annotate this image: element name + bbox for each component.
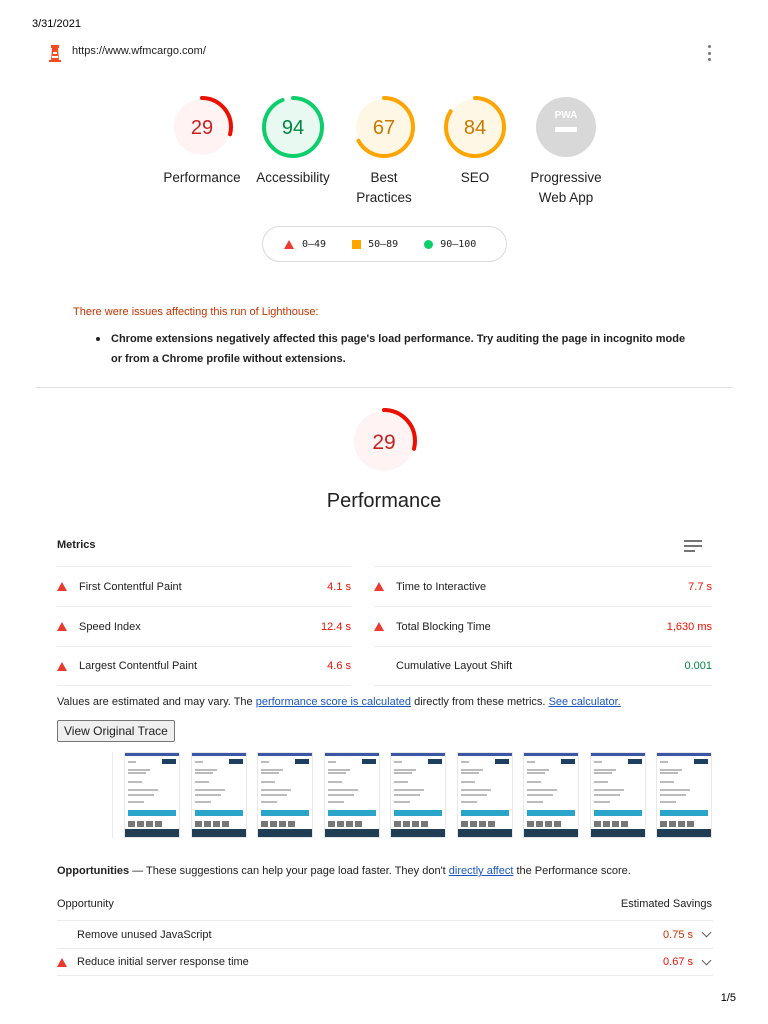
metric-row (374, 566, 712, 606)
metric-value: 4.6 s (327, 660, 351, 672)
opportunity-name: Reduce initial server response time (77, 956, 249, 968)
filmstrip-frame (523, 752, 579, 838)
filmstrip-frame (457, 752, 513, 838)
warning-title: There were issues affecting this run of Lighthouse: (73, 306, 319, 318)
gauge-best-practices-label-line: Practices (356, 190, 412, 205)
opportunity-name: Remove unused JavaScript (77, 928, 212, 941)
filmstrip (57, 750, 713, 840)
gauge-performance[interactable] (160, 94, 244, 188)
gauge-accessibility[interactable] (251, 94, 335, 188)
average-square-icon (352, 240, 361, 249)
opportunity-savings: 0.67 s (663, 956, 693, 968)
legend-pass (424, 239, 476, 250)
score-calculated-link[interactable]: performance score is calculated (255, 696, 412, 708)
gauge-accessibility-ring (260, 94, 326, 160)
filmstrip-frame (257, 752, 313, 838)
legend-fail-label: 0–49 (302, 238, 327, 250)
pwa-badge-icon (533, 94, 599, 160)
gauge-pwa[interactable] (524, 94, 608, 208)
legend-pass-label: 90–100 (440, 238, 477, 250)
gauge-pwa-label-line: Progressive (530, 170, 602, 185)
gauge-best-practices[interactable] (342, 94, 426, 208)
metrics-view-toggle-icon[interactable] (684, 539, 702, 553)
page-number: 1/5 (720, 992, 736, 1004)
metric-row (57, 646, 351, 686)
report-url[interactable]: https://www.wfmcargo.com/ (72, 45, 206, 57)
chevron-down-icon[interactable] (702, 955, 712, 965)
view-original-trace-button[interactable]: View Original Trace (57, 720, 175, 742)
performance-gauge-large-ring (349, 406, 419, 476)
gauge-performance-ring (169, 94, 235, 160)
fail-triangle-icon (57, 958, 67, 967)
fail-triangle-icon (57, 662, 67, 671)
opportunity-savings: 0.75 s (663, 928, 693, 941)
filmstrip-frame (191, 752, 247, 838)
opportunities-text: the Performance score. (513, 865, 631, 877)
bullet-icon (96, 337, 100, 341)
gauge-seo-score: 84 (463, 117, 487, 139)
pass-circle-icon (424, 240, 433, 249)
filmstrip-frame (656, 752, 712, 838)
metric-value: 7.7 s (688, 580, 712, 593)
kebab-menu-icon[interactable] (700, 43, 718, 63)
gauge-best-practices-ring (351, 94, 417, 160)
metric-value: 4.1 s (327, 580, 351, 593)
performance-title: Performance (326, 490, 442, 512)
gauge-seo[interactable] (433, 94, 517, 188)
metric-name: Largest Contentful Paint (79, 660, 198, 672)
values-note-text: directly from these metrics. (411, 696, 549, 708)
performance-score-large: 29 (372, 431, 396, 454)
metric-name: Total Blocking Time (396, 620, 491, 633)
score-scale-legend (262, 226, 507, 262)
metric-name: Time to Interactive (396, 580, 487, 593)
metric-value: 1,630 ms (666, 620, 712, 633)
fail-triangle-icon (57, 622, 67, 631)
warning-item: Chrome extensions negatively affected this page's load performance. Try auditing the page in incognito mode or from a Chrome profile without extensions. (111, 333, 686, 365)
metric-name: Speed Index (79, 620, 141, 633)
filmstrip-frame (390, 752, 446, 838)
metric-name: Cumulative Layout Shift (396, 660, 513, 672)
filmstrip-frame (324, 752, 380, 838)
opportunities-text: — These suggestions can help your page load faster. They don't (129, 865, 449, 877)
metric-row (374, 646, 712, 686)
filmstrip-frame (57, 752, 113, 838)
gauge-best-practices-score: 67 (372, 117, 396, 139)
opportunity-column-header: Opportunity (57, 898, 114, 910)
opportunities-heading (57, 865, 631, 877)
see-calculator-link[interactable]: See calculator. (548, 696, 621, 708)
gauge-pwa-label-line: Web App (538, 190, 594, 205)
opportunities-title: Opportunities (57, 865, 130, 877)
filmstrip-frame (124, 752, 180, 838)
values-note (57, 696, 621, 708)
metric-row (57, 566, 351, 606)
legend-average (352, 239, 398, 250)
pwa-badge-text: PWA (554, 110, 578, 121)
fail-triangle-icon (284, 240, 294, 249)
performance-gauge-large[interactable] (349, 406, 419, 476)
metric-value: 0.001 (684, 660, 712, 672)
gauge-performance-label: Performance (163, 170, 241, 185)
opportunity-row[interactable] (57, 920, 713, 948)
metric-name: First Contentful Paint (79, 580, 182, 593)
metrics-title: Metrics (57, 539, 96, 551)
fail-triangle-icon (374, 582, 384, 591)
values-note-text: Values are estimated and may vary. The (57, 696, 256, 708)
gauge-best-practices-label-line: Best (370, 170, 398, 185)
gauge-seo-ring (442, 94, 508, 160)
metric-row (374, 606, 712, 646)
savings-column-header: Estimated Savings (620, 898, 712, 910)
lighthouse-icon (48, 44, 62, 62)
gauge-pwa-label (524, 168, 608, 208)
legend-fail (284, 239, 326, 250)
section-divider (36, 387, 733, 388)
gauge-performance-score: 29 (190, 117, 214, 139)
directly-affect-link[interactable]: directly affect (448, 865, 514, 877)
gauge-best-practices-label (342, 168, 426, 208)
gauge-accessibility-label: Accessibility (256, 170, 330, 185)
print-date: 3/31/2021 (32, 18, 81, 30)
opportunity-row[interactable] (57, 948, 713, 976)
fail-triangle-icon (57, 582, 67, 591)
gauge-seo-label: SEO (460, 170, 490, 185)
filmstrip-frame (590, 752, 646, 838)
fail-triangle-icon (374, 622, 384, 631)
metric-row (57, 606, 351, 646)
legend-average-label: 50–89 (368, 238, 399, 250)
chevron-down-icon[interactable] (702, 928, 712, 938)
warning-list (96, 329, 696, 369)
metric-value: 12.4 s (321, 620, 351, 633)
gauge-accessibility-score: 94 (281, 117, 305, 139)
